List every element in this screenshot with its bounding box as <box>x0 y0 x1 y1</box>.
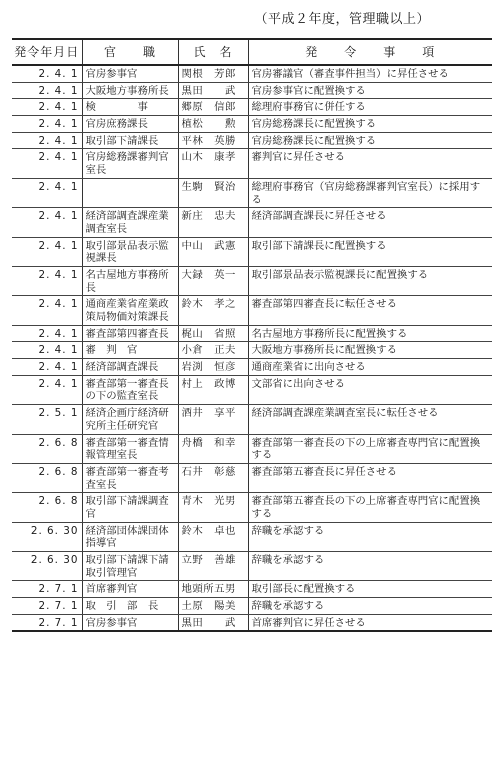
cell-date: 2. 4. 1 <box>12 375 82 404</box>
cell-post <box>82 178 178 207</box>
table-row <box>12 208 492 237</box>
cell-date: 2. 4. 1 <box>12 296 82 325</box>
cell-action: 辞職を承認する <box>248 598 492 615</box>
cell-name: 平林 英勝 <box>178 132 248 149</box>
cell-post: 検 事 <box>82 99 178 116</box>
cell-name: 小倉 正夫 <box>178 342 248 359</box>
table-row <box>12 99 492 116</box>
cell-post: 経済部調査課長 <box>82 359 178 376</box>
cell-name: 大録 英一 <box>178 266 248 295</box>
cell-name: 岩渕 恒彦 <box>178 359 248 376</box>
header-post: 官 職 <box>82 39 178 65</box>
cell-post: 取引部下請課長 <box>82 132 178 149</box>
cell-name: 酒井 享平 <box>178 405 248 434</box>
cell-action: 審査部第五審査長に昇任させる <box>248 463 492 492</box>
cell-date: 2. 7. 1 <box>12 598 82 615</box>
cell-action: 取引部長に配置換する <box>248 581 492 598</box>
cell-name: 中山 武憲 <box>178 237 248 266</box>
cell-post: 取引部下請課下請取引管理官 <box>82 552 178 581</box>
cell-post: 首席審判官 <box>82 581 178 598</box>
cell-post: 大阪地方事務所長 <box>82 82 178 99</box>
cell-action: 経済部調査課長に昇任させる <box>248 208 492 237</box>
cell-action: 官房総務課長に配置換する <box>248 116 492 133</box>
cell-post: 官房総務課審判官室長 <box>82 149 178 178</box>
cell-action: 官房総務課長に配置換する <box>248 132 492 149</box>
cell-action: 辞職を承認する <box>248 522 492 551</box>
cell-action: 総理府事務官に併任する <box>248 99 492 116</box>
header-row <box>12 39 492 65</box>
cell-post: 審査部第一審査情報管理室長 <box>82 434 178 463</box>
table-row <box>12 65 492 82</box>
cell-date: 2. 7. 1 <box>12 614 82 631</box>
cell-name: 地頭所五男 <box>178 581 248 598</box>
table-row <box>12 522 492 551</box>
cell-name: 黒田 武 <box>178 82 248 99</box>
table-row <box>12 614 492 631</box>
cell-action: 文部省に出向させる <box>248 375 492 404</box>
cell-action: 審査部第四審査長に転任させる <box>248 296 492 325</box>
cell-name: 立野 善雄 <box>178 552 248 581</box>
table-row <box>12 434 492 463</box>
cell-date: 2. 6. 8 <box>12 463 82 492</box>
cell-post: 審 判 官 <box>82 342 178 359</box>
cell-name: 石井 彰慈 <box>178 463 248 492</box>
cell-date: 2. 4. 1 <box>12 132 82 149</box>
cell-post: 官房参事官 <box>82 65 178 82</box>
cell-date: 2. 6. 30 <box>12 522 82 551</box>
cell-name: 山木 康孝 <box>178 149 248 178</box>
cell-post: 経済企画庁経済研究所主任研究官 <box>82 405 178 434</box>
cell-action: 取引部景品表示監視課長に配置換する <box>248 266 492 295</box>
cell-post: 官房参事官 <box>82 614 178 631</box>
cell-action: 審査部第一審査長の下の上席審査専門官に配置換する <box>248 434 492 463</box>
cell-date: 2. 6. 8 <box>12 434 82 463</box>
table-body <box>12 65 492 631</box>
cell-date: 2. 6. 8 <box>12 493 82 522</box>
table-row <box>12 552 492 581</box>
cell-post: 取 引 部 長 <box>82 598 178 615</box>
cell-post: 経済部調査課産業調査室長 <box>82 208 178 237</box>
cell-name: 梶山 省照 <box>178 325 248 342</box>
table-caption: （平成２年度，管理職以上） <box>254 12 430 27</box>
cell-date: 2. 4. 1 <box>12 208 82 237</box>
cell-action: 大阪地方事務所長に配置換する <box>248 342 492 359</box>
cell-action: 辞職を承認する <box>248 552 492 581</box>
cell-date: 2. 4. 1 <box>12 82 82 99</box>
cell-action: 総理府事務官（官房総務課審判官室長）に採用する <box>248 178 492 207</box>
table-row <box>12 325 492 342</box>
table-row <box>12 149 492 178</box>
table-row <box>12 116 492 133</box>
cell-post: 官房庶務課長 <box>82 116 178 133</box>
cell-date: 2. 4. 1 <box>12 178 82 207</box>
cell-action: 官房参事官に配置換する <box>248 82 492 99</box>
table-row <box>12 342 492 359</box>
cell-name: 鈴木 孝之 <box>178 296 248 325</box>
cell-name: 新庄 忠夫 <box>178 208 248 237</box>
table-row <box>12 359 492 376</box>
cell-date: 2. 4. 1 <box>12 99 82 116</box>
cell-action: 名古屋地方事務所長に配置換する <box>248 325 492 342</box>
cell-date: 2. 4. 1 <box>12 149 82 178</box>
table-row <box>12 581 492 598</box>
header-date: 発令年月日 <box>12 39 82 65</box>
table-row <box>12 375 492 404</box>
cell-action: 経済部調査課産業調査室長に転任させる <box>248 405 492 434</box>
cell-post: 経済部団体課団体指導官 <box>82 522 178 551</box>
cell-date: 2. 4. 1 <box>12 237 82 266</box>
cell-name: 村上 政博 <box>178 375 248 404</box>
cell-post: 取引部下請課調査官 <box>82 493 178 522</box>
cell-post: 審査部第四審査長 <box>82 325 178 342</box>
cell-date: 2. 4. 1 <box>12 116 82 133</box>
header-name: 氏 名 <box>178 39 248 65</box>
table-row <box>12 132 492 149</box>
cell-post: 名古屋地方事務所長 <box>82 266 178 295</box>
cell-date: 2. 5. 1 <box>12 405 82 434</box>
cell-name: 土原 陽美 <box>178 598 248 615</box>
cell-action: 審査部第五審査長の下の上席審査専門官に配置換する <box>248 493 492 522</box>
header-action: 発 令 事 項 <box>248 39 492 65</box>
cell-name: 舟橋 和幸 <box>178 434 248 463</box>
cell-date: 2. 4. 1 <box>12 325 82 342</box>
cell-date: 2. 6. 30 <box>12 552 82 581</box>
cell-date: 2. 4. 1 <box>12 342 82 359</box>
table-row <box>12 178 492 207</box>
cell-name: 植松 勲 <box>178 116 248 133</box>
cell-post: 通商産業省産業政策局物価対策課長 <box>82 296 178 325</box>
cell-post: 審査部第一審査長の下の監査室長 <box>82 375 178 404</box>
cell-date: 2. 4. 1 <box>12 266 82 295</box>
cell-name: 郷原 信郎 <box>178 99 248 116</box>
cell-action: 官房審議官（審査事件担当）に昇任させる <box>248 65 492 82</box>
cell-name: 関根 芳郎 <box>178 65 248 82</box>
cell-date: 2. 4. 1 <box>12 65 82 82</box>
cell-name: 生駒 賢治 <box>178 178 248 207</box>
table-row <box>12 598 492 615</box>
cell-name: 鈴木 卓也 <box>178 522 248 551</box>
cell-action: 取引部下請課長に配置換する <box>248 237 492 266</box>
table-row <box>12 237 492 266</box>
cell-action: 首席審判官に昇任させる <box>248 614 492 631</box>
table-row <box>12 266 492 295</box>
cell-action: 通商産業省に出向させる <box>248 359 492 376</box>
cell-post: 審査部第一審査考査室長 <box>82 463 178 492</box>
cell-date: 2. 4. 1 <box>12 359 82 376</box>
table-row <box>12 296 492 325</box>
table-row <box>12 82 492 99</box>
table-row <box>12 463 492 492</box>
cell-action: 審判官に昇任させる <box>248 149 492 178</box>
table-row <box>12 405 492 434</box>
cell-name: 黒田 武 <box>178 614 248 631</box>
cell-name: 青木 光男 <box>178 493 248 522</box>
table-row <box>12 493 492 522</box>
personnel-table <box>12 38 492 632</box>
cell-date: 2. 7. 1 <box>12 581 82 598</box>
cell-post: 取引部景品表示監視課長 <box>82 237 178 266</box>
